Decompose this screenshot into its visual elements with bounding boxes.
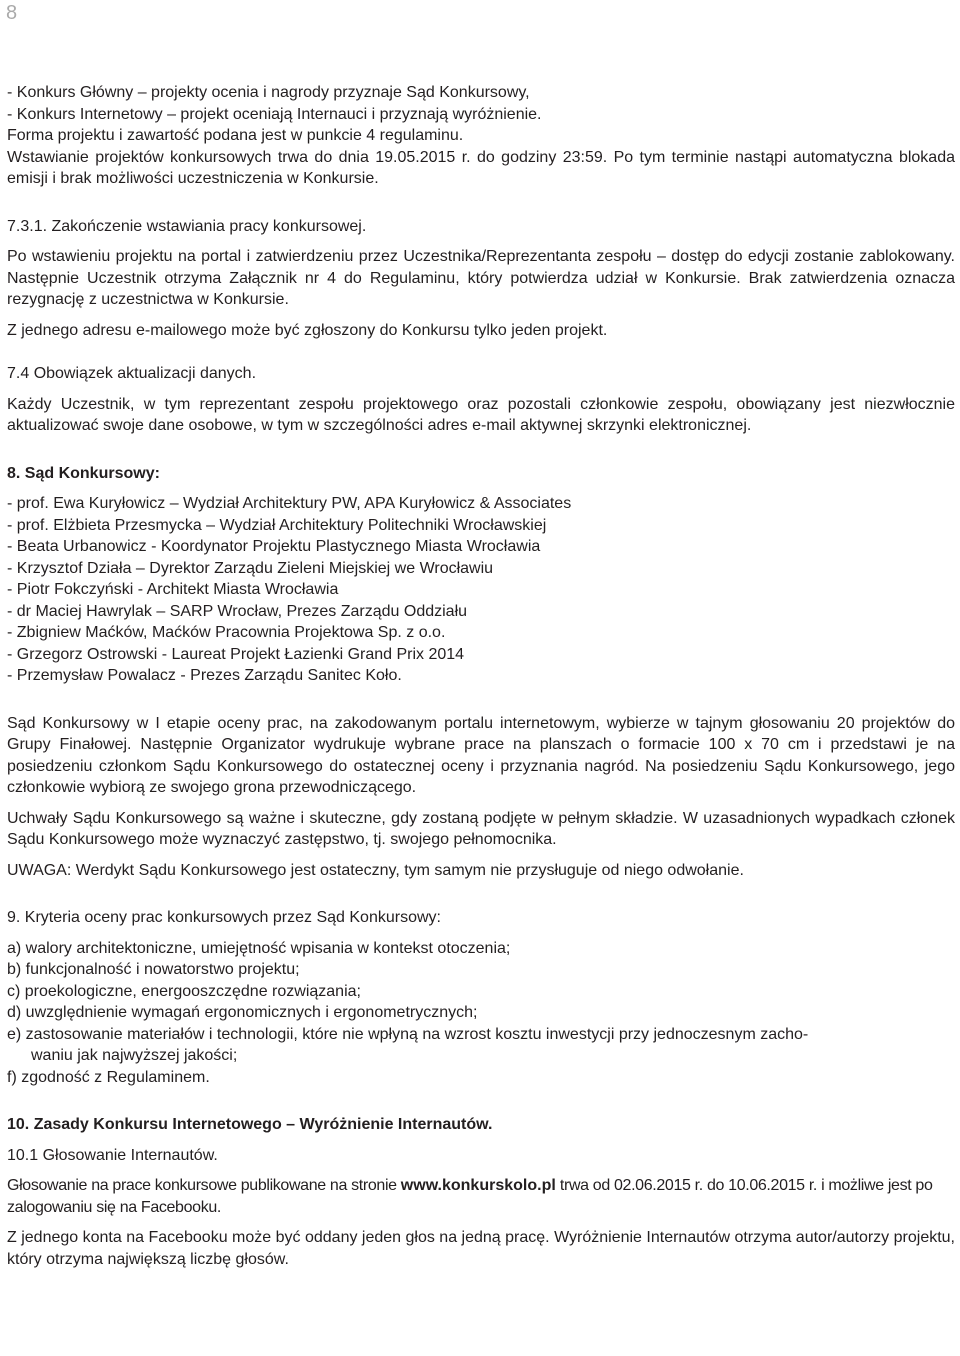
list-item: - Piotr Fokczyński - Architekt Miasta Wrocławia — [7, 581, 339, 598]
section-10-1-heading: 10.1 Głosowanie Internautów. — [7, 1146, 218, 1164]
section-9-heading: 9. Kryteria oceny prac konkursowych przez Sąd Konkursowy: — [7, 909, 441, 926]
website-link: www.konkurskolo.pl — [400, 1177, 556, 1194]
section-8-heading: 8. Sąd Konkursowy: — [7, 464, 160, 482]
intro-line-2: - Konkurs Internetowy – projekt oceniają Internauci i przyznają wyróżnienie. — [7, 105, 542, 123]
criteria-item-d: d) uwzględnienie wymagań ergonomicznych i ergonometrycznych; — [7, 1004, 478, 1021]
jury-members-list — [7, 493, 955, 687]
section-7-4-heading: 7.4 Obowiązek aktualizacji danych. — [7, 365, 257, 382]
voting-text-after: trwa od 02.06.2015 r. do 10.06.2015 r. i możliwe jest po zalogowaniu się na Facebooku. — [7, 1177, 933, 1216]
section-8-paragraph-3: UWAGA: Werdykt Sądu Konkursowego jest ostateczny, tym samym nie przysługuje od niego odwołanie. — [7, 861, 744, 879]
intro-line-3: Forma projektu i zawartość podana jest w punkcie 4 regulaminu. — [7, 127, 464, 144]
section-10-heading: 10. Zasady Konkursu Internetowego – Wyróżnienie Internautów. — [7, 1116, 493, 1133]
section-8-paragraph-2: Uchwały Sądu Konkursowego są ważne i skuteczne, gdy zostaną podjęte w pełnym składzie. W uzasadnionych wypadkach członek Sądu Konkursowego może wyznaczyć zastępstwo, tj. swojego pełnomocnika. — [7, 809, 955, 848]
section-7-3-1-paragraph-2: Z jednego adresu e-mailowego może być zgłoszony do Konkursu tylko jeden projekt. — [7, 321, 608, 339]
list-item: - Zbigniew Maćków, Maćków Pracownia Projektowa Sp. z o.o. — [7, 624, 446, 641]
intro-line-1: - Konkurs Główny – projekty ocenia i nagrody przyznaje Sąd Konkursowy, — [7, 84, 530, 101]
section-8-paragraph-1: Sąd Konkursowy w I etapie oceny prac, na zakodowanym portalu internetowym, wybierze w tajnym głosowaniu 20 projektów do Grupy Finałowej. Następnie Organizator wydrukuje wybrane prace na planszach o formacie 100 x 70 cm i przedstawi je na posiedzeniu członkom Sądu Konkursowego do ostatecznej oceny i przyznania nagród. Na posiedzeniu Sądu Konkursowego, jego członkowie wybiorą ze swojego grona przewodniczącego. — [7, 714, 955, 796]
list-item: - Grzegorz Ostrowski - Laureat Projekt Łazienki Grand Prix 2014 — [7, 645, 465, 663]
voting-text-before: Głosowanie na prace konkursowe publikowane na stronie — [7, 1177, 401, 1194]
document-body — [7, 82, 955, 1270]
section-7-4-paragraph-1: Każdy Uczestnik, w tym reprezentant zespołu projektowego oraz pozostali członkowie zespołu, obowiązany jest niezwłocznie aktualizować swoje dane osobowe, w tym w szczególności adres e-mail aktywnej skrzynki elektronicznej. — [7, 395, 955, 434]
criteria-item-b: b) funkcjonalność i nowatorstwo projektu; — [7, 961, 300, 978]
section-7-3-1-heading: 7.3.1. Zakończenie wstawiania pracy konkursowej. — [7, 217, 367, 235]
section-7-3-1-paragraph-1: Po wstawieniu projektu na portal i zatwierdzeniu przez Uczestnika/Reprezentanta zespołu – dostęp do edycji zostanie zablokowany. Następnie Uczestnik otrzyma Załącznik nr 4 do Regulaminu, który potwierdza udział w Konkursie. Brak zatwierdzenia oznacza rezygnację z uczestnictwa w Konkursie. — [7, 248, 955, 308]
list-item: - dr Maciej Hawrylak – SARP Wrocław, Prezes Zarządu Oddziału — [7, 602, 468, 620]
list-item: - Beata Urbanowicz - Koordynator Projektu Plastycznego Miasta Wrocławia — [7, 538, 541, 555]
intro-line-4: Wstawianie projektów konkursowych trwa do dnia 19.05.2015 r. do godziny 23:59. Po tym terminie nastąpi automatyczna blokada emisji i brak możliwości uczestniczenia w Konkursie. — [7, 148, 955, 187]
criteria-item-e — [7, 1024, 955, 1067]
criteria-item-e-line-1: e) zastosowanie materiałów i technologii, które nie wpłyną na wzrost kosztu inwestycji przy jednoczesnym zacho- — [7, 1025, 809, 1043]
criteria-item-a: a) walory architektoniczne, umiejętność wpisania w kontekst otoczenia; — [7, 939, 511, 957]
list-item: - prof. Elżbieta Przesmycka – Wydział Architektury Politechniki Wrocławskiej — [7, 516, 547, 534]
section-10-paragraph-2: Z jednego konta na Facebooku może być oddany jeden głos na jedną pracę. Wyróżnienie Internautów otrzyma autor/autorzy projektu, który otrzyma największą liczbę głosów. — [7, 1229, 955, 1268]
criteria-item-c: c) proekologiczne, energooszczędne rozwiązania; — [7, 982, 361, 1000]
criteria-item-f: f) zgodność z Regulaminem. — [7, 1068, 210, 1086]
criteria-item-e-line-2: waniu jak najwyższej jakości; — [31, 1047, 238, 1064]
page-number: 8 — [6, 2, 18, 24]
list-item: - Przemysław Powalacz - Prezes Zarządu Sanitec Koło. — [7, 667, 402, 684]
list-item: - Krzysztof Działa – Dyrektor Zarządu Zieleni Miejskiej we Wrocławiu — [7, 559, 494, 577]
list-item: - prof. Ewa Kuryłowicz – Wydział Architektury PW, APA Kuryłowicz & Associates — [7, 495, 572, 512]
criteria-list — [7, 938, 955, 1089]
voting-paragraph — [7, 1175, 955, 1218]
